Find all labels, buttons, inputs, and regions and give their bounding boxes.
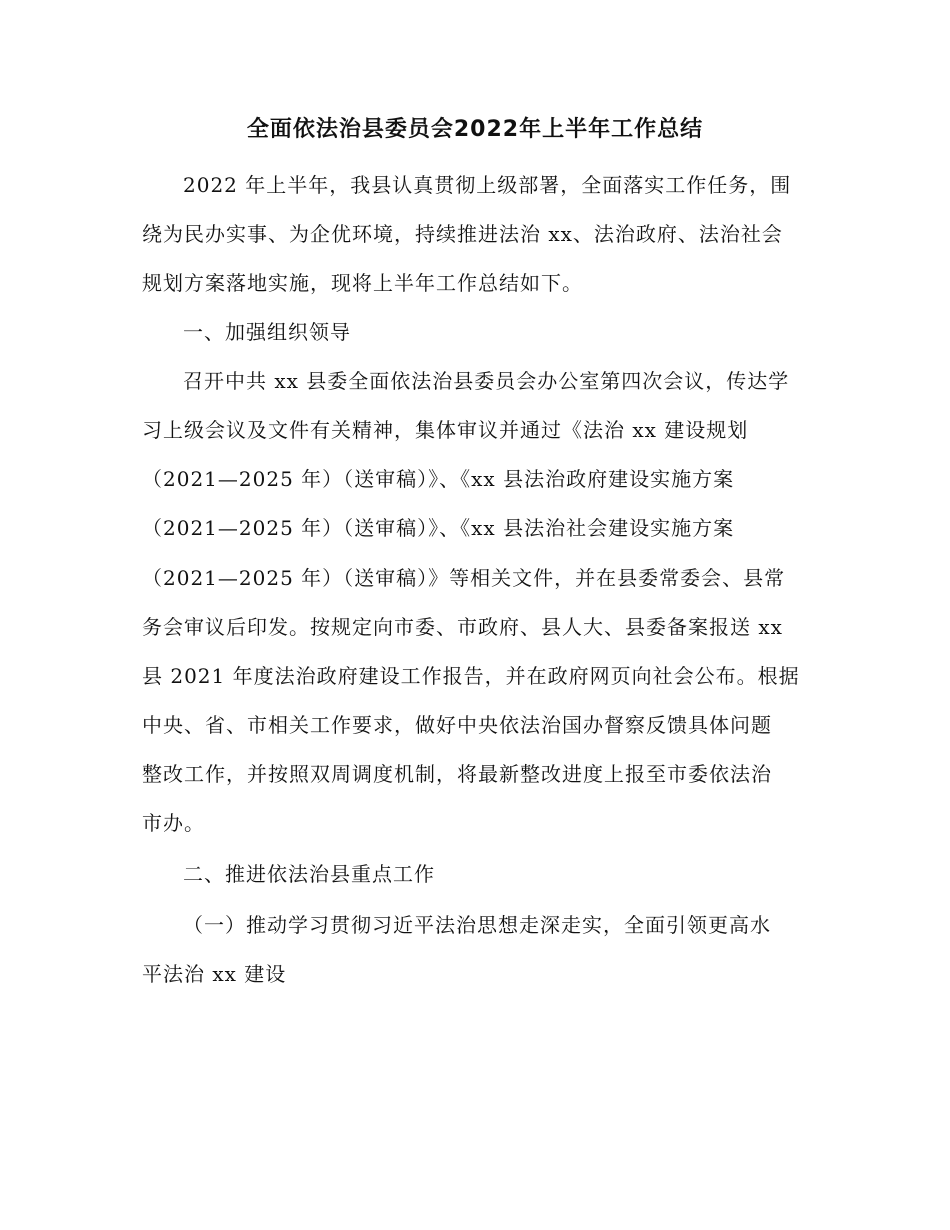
subsection-heading-continued: 平法治 xx 建设 <box>142 962 287 986</box>
paragraph-line: （2021—2025 年）（送审稿）》等相关文件，并在县委常委会、县常 <box>142 566 786 590</box>
subsection-heading: （一）推动学习贯彻习近平法治思想走深走实，全面引领更高水 <box>183 913 771 937</box>
paragraph-line: （2021—2025 年）（送审稿）》、《xx 县法治政府建设实施方案 <box>142 467 735 491</box>
paragraph-line: 务会审议后印发。按规定向市委、市政府、县人大、县委备案报送 xx <box>142 615 783 639</box>
paragraph-line: 召开中共 xx 县委全面依法治县委员会办公室第四次会议，传达学 <box>183 369 790 393</box>
paragraph-line: 县 2021 年度法治政府建设工作报告，并在政府网页向社会公布。根据 <box>142 664 800 688</box>
paragraph-line: 习上级会议及文件有关精神，集体审议并通过《法治 xx 建设规划 <box>142 418 749 442</box>
section-heading: 二、推进依法治县重点工作 <box>183 862 435 886</box>
paragraph-line: 规划方案落地实施，现将上半年工作总结如下。 <box>142 271 583 295</box>
paragraph-line: 市办。 <box>142 811 205 835</box>
paragraph-line: 2022 年上半年，我县认真贯彻上级部署，全面落实工作任务，围 <box>183 173 792 197</box>
document-title: 全面依法治县委员会2022年上半年工作总结 <box>246 117 704 142</box>
paragraph-line: （2021—2025 年）（送审稿）》、《xx 县法治社会建设实施方案 <box>142 516 735 540</box>
paragraph-line: 整改工作，并按照双周调度机制，将最新整改进度上报至市委依法治 <box>142 762 772 786</box>
section-heading: 一、加强组织领导 <box>183 320 351 344</box>
paragraph-line: 中央、省、市相关工作要求，做好中央依法治国办督察反馈具体问题 <box>142 713 772 737</box>
paragraph-line: 绕为民办实事、为企优环境，持续推进法治 xx、法治政府、法治社会 <box>142 222 783 246</box>
